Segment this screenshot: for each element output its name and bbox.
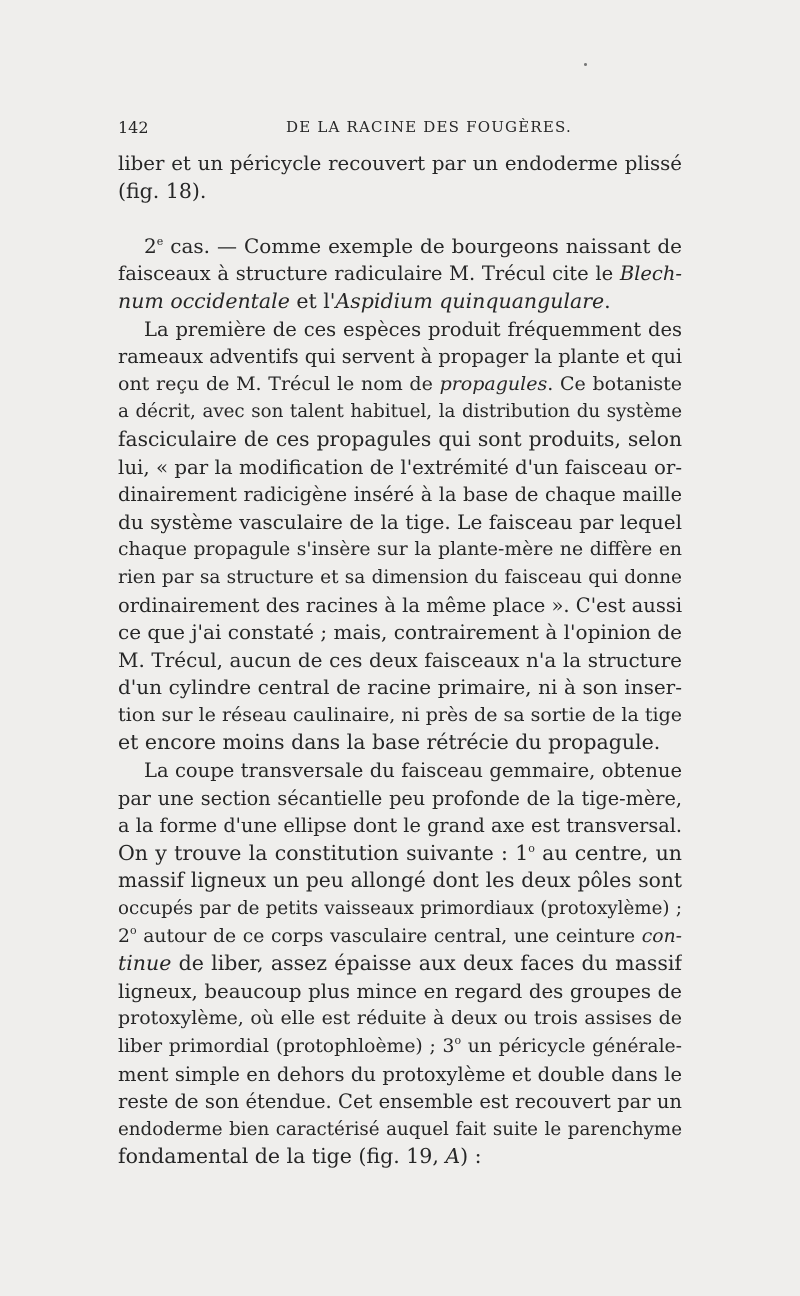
text-line: rien par sa structure et sa dimension du faisceau qui donne [118, 566, 682, 588]
line-text: cas. — Comme exemple de bourgeons naissant de [163, 233, 682, 258]
text-line [118, 1033, 682, 1061]
line-text: . [604, 288, 611, 313]
text-line: M. Trécul, aucun de ces deux faisceaux n'a la structure [118, 647, 682, 672]
text-line [118, 371, 682, 399]
line-text: ) : [460, 1144, 482, 1169]
italic-term: con- [641, 925, 682, 947]
text-line: protoxylème, où elle est réduite à deux ou trois assises de [118, 1007, 682, 1030]
superscript: o [129, 923, 137, 937]
text-line: ce que j'ai constaté ; mais, contrairement à l'opinion de [118, 620, 682, 645]
italic-term: propagules [439, 372, 548, 395]
text-line: chaque propagule s'insère sur la plante-mère ne diffère en [118, 539, 682, 561]
text-line [118, 288, 682, 316]
text-line [118, 233, 682, 261]
text-line [118, 1143, 682, 1171]
text-line: liber et un péricycle recouvert par un endoderme plissé [118, 152, 682, 175]
text-line: dinairement radicigène inséré à la base de chaque maille [118, 483, 682, 507]
text-line: ordinairement des racines à la même place ». C'est aussi [118, 593, 682, 617]
case-number: 2 [144, 233, 157, 258]
line-text: faisceaux à structure radiculaire M. Trécul cite le [118, 262, 620, 286]
text-line [118, 923, 682, 951]
text-line: d'un cylindre central de racine primaire, ni à son inser- [118, 675, 682, 700]
text-line: occupés par de petits vaisseaux primordiaux (protoxylème) ; [118, 898, 682, 920]
body-text [118, 150, 682, 1171]
text-line: La première de ces espèces produit fréquemment des [144, 317, 682, 341]
text-line: ligneux, beaucoup plus mince en regard des groupes de [118, 979, 682, 1003]
species-name: Aspidium quinquangulare [335, 288, 605, 313]
text-line [118, 950, 682, 978]
text-line: rameaux adventifs qui servent à propager la plante et qui [118, 345, 682, 369]
text-line: fasciculaire de ces propagules qui sont produits, selon [118, 426, 682, 451]
text-line: a la forme d'une ellipse dont le grand axe est transversal. [118, 814, 682, 838]
text-line: reste de son étendue. Cet ensemble est recouvert par un [118, 1090, 682, 1114]
text-line: (fig. 18). [118, 178, 207, 203]
superscript: o [454, 1034, 462, 1047]
line-text: fondamental de la tige (fig. 19, [118, 1144, 446, 1169]
line-text: ont reçu de M. Trécul le nom de [118, 372, 440, 395]
line-text: On y trouve la constitution suivante : 1 [118, 840, 529, 865]
text-line: par une section sécantielle peu profonde de la tige-mère, [118, 786, 682, 810]
text-line: ment simple en dehors du protoxylème et double dans le [118, 1062, 682, 1086]
line-text: au centre, un [534, 840, 682, 865]
italic-term: A [445, 1144, 461, 1169]
text-line [118, 840, 682, 868]
line-text: 2 [118, 925, 130, 947]
page-number: 142 [118, 118, 149, 137]
line-text: de liber, assez épaisse aux deux faces du massif [171, 951, 682, 976]
line-text: . Ce botaniste [547, 372, 682, 395]
paragraph-gap [118, 205, 682, 233]
line-text: autour de ce corps vasculaire central, une ceinture [136, 925, 642, 947]
italic-term: tinue [118, 951, 172, 976]
line-text: un péricycle générale- [461, 1036, 682, 1057]
species-name: num occidentale [118, 288, 290, 313]
text-line: tion sur le réseau caulinaire, ni près de sa sortie de la tige [118, 703, 682, 726]
running-header [118, 118, 682, 142]
text-line: massif ligneux un peu allongé dont les deux pôles sont [118, 868, 682, 893]
species-name: Blech- [619, 262, 682, 286]
text-line: du système vasculaire de la tige. Le faisceau par lequel [118, 509, 682, 534]
line-text: liber primordial (protophloème) ; 3 [118, 1036, 455, 1057]
text-line: lui, « par la modification de l'extrémité d'un faisceau or- [118, 455, 682, 479]
superscript: e [156, 234, 164, 248]
line-text: et l' [289, 288, 336, 313]
text-line: et encore moins dans la base rétrécie du propagule. [118, 730, 661, 755]
text-line [118, 260, 682, 288]
text-line: La coupe transversale du faisceau gemmaire, obtenue [144, 759, 682, 783]
speck [584, 63, 587, 66]
superscript: o [528, 841, 535, 855]
text-line: endoderme bien caractérisé auquel fait suite le parenchyme [118, 1118, 682, 1140]
running-title: DE LA RACINE DES FOUGÈRES. [286, 118, 572, 136]
text-line: a décrit, avec son talent habituel, la distribution du système [118, 401, 682, 423]
